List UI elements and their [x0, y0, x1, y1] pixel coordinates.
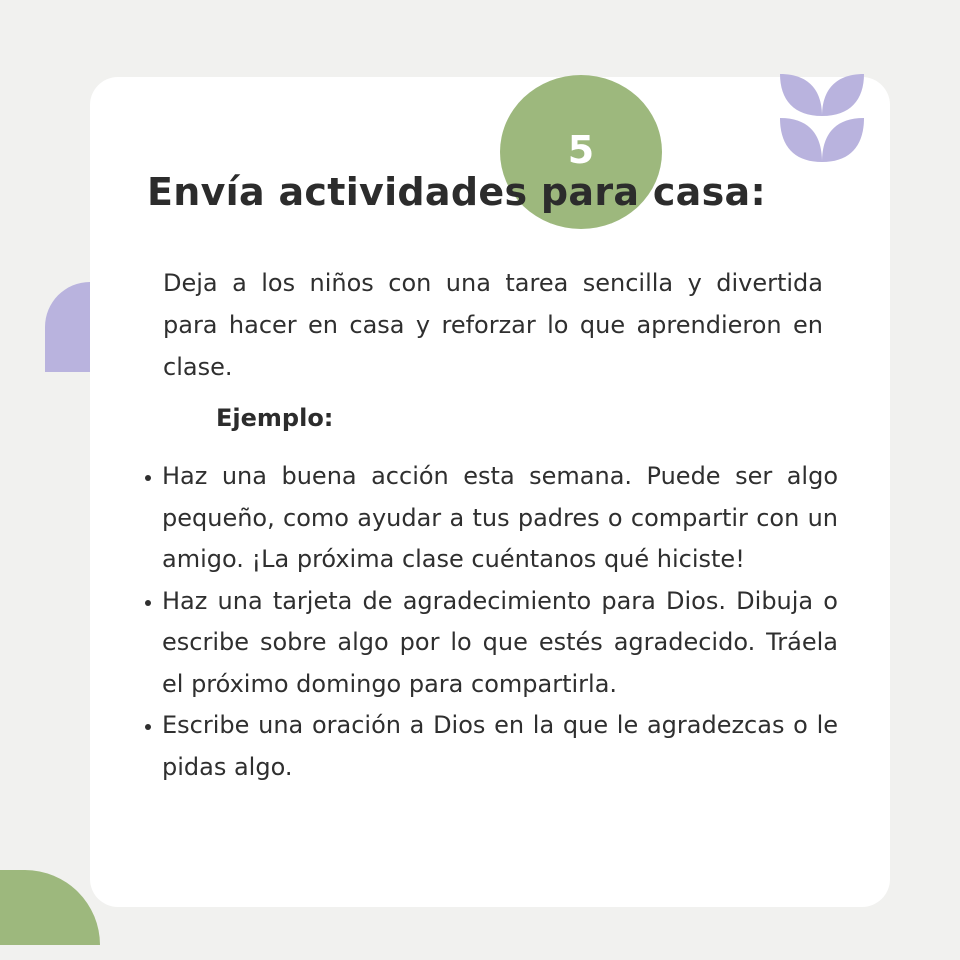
list-item: Haz una buena acción esta semana. Puede ser algo pequeño, como ayudar a tus padres o compartir con un amigo. ¡La próxima clase cuéntanos qué hiciste! [162, 456, 838, 581]
list-item: Escribe una oración a Dios en la que le agradezcas o le pidas algo. [162, 705, 838, 788]
example-label: Ejemplo: [216, 404, 334, 432]
list-item: Haz una tarjeta de agradecimiento para Dios. Dibuja o escribe sobre algo por lo que estés agradecido. Tráela el próximo domingo para compartirla. [162, 581, 838, 706]
page-title: Envía actividades para casa: [147, 170, 766, 214]
example-list [162, 456, 838, 788]
intro-paragraph: Deja a los niños con una tarea sencilla y divertida para hacer en casa y reforzar lo que aprendieron en clase. [163, 269, 823, 381]
step-number: 5 [567, 128, 595, 172]
green-corner-decoration [0, 870, 100, 945]
leaves-icon [776, 72, 868, 164]
